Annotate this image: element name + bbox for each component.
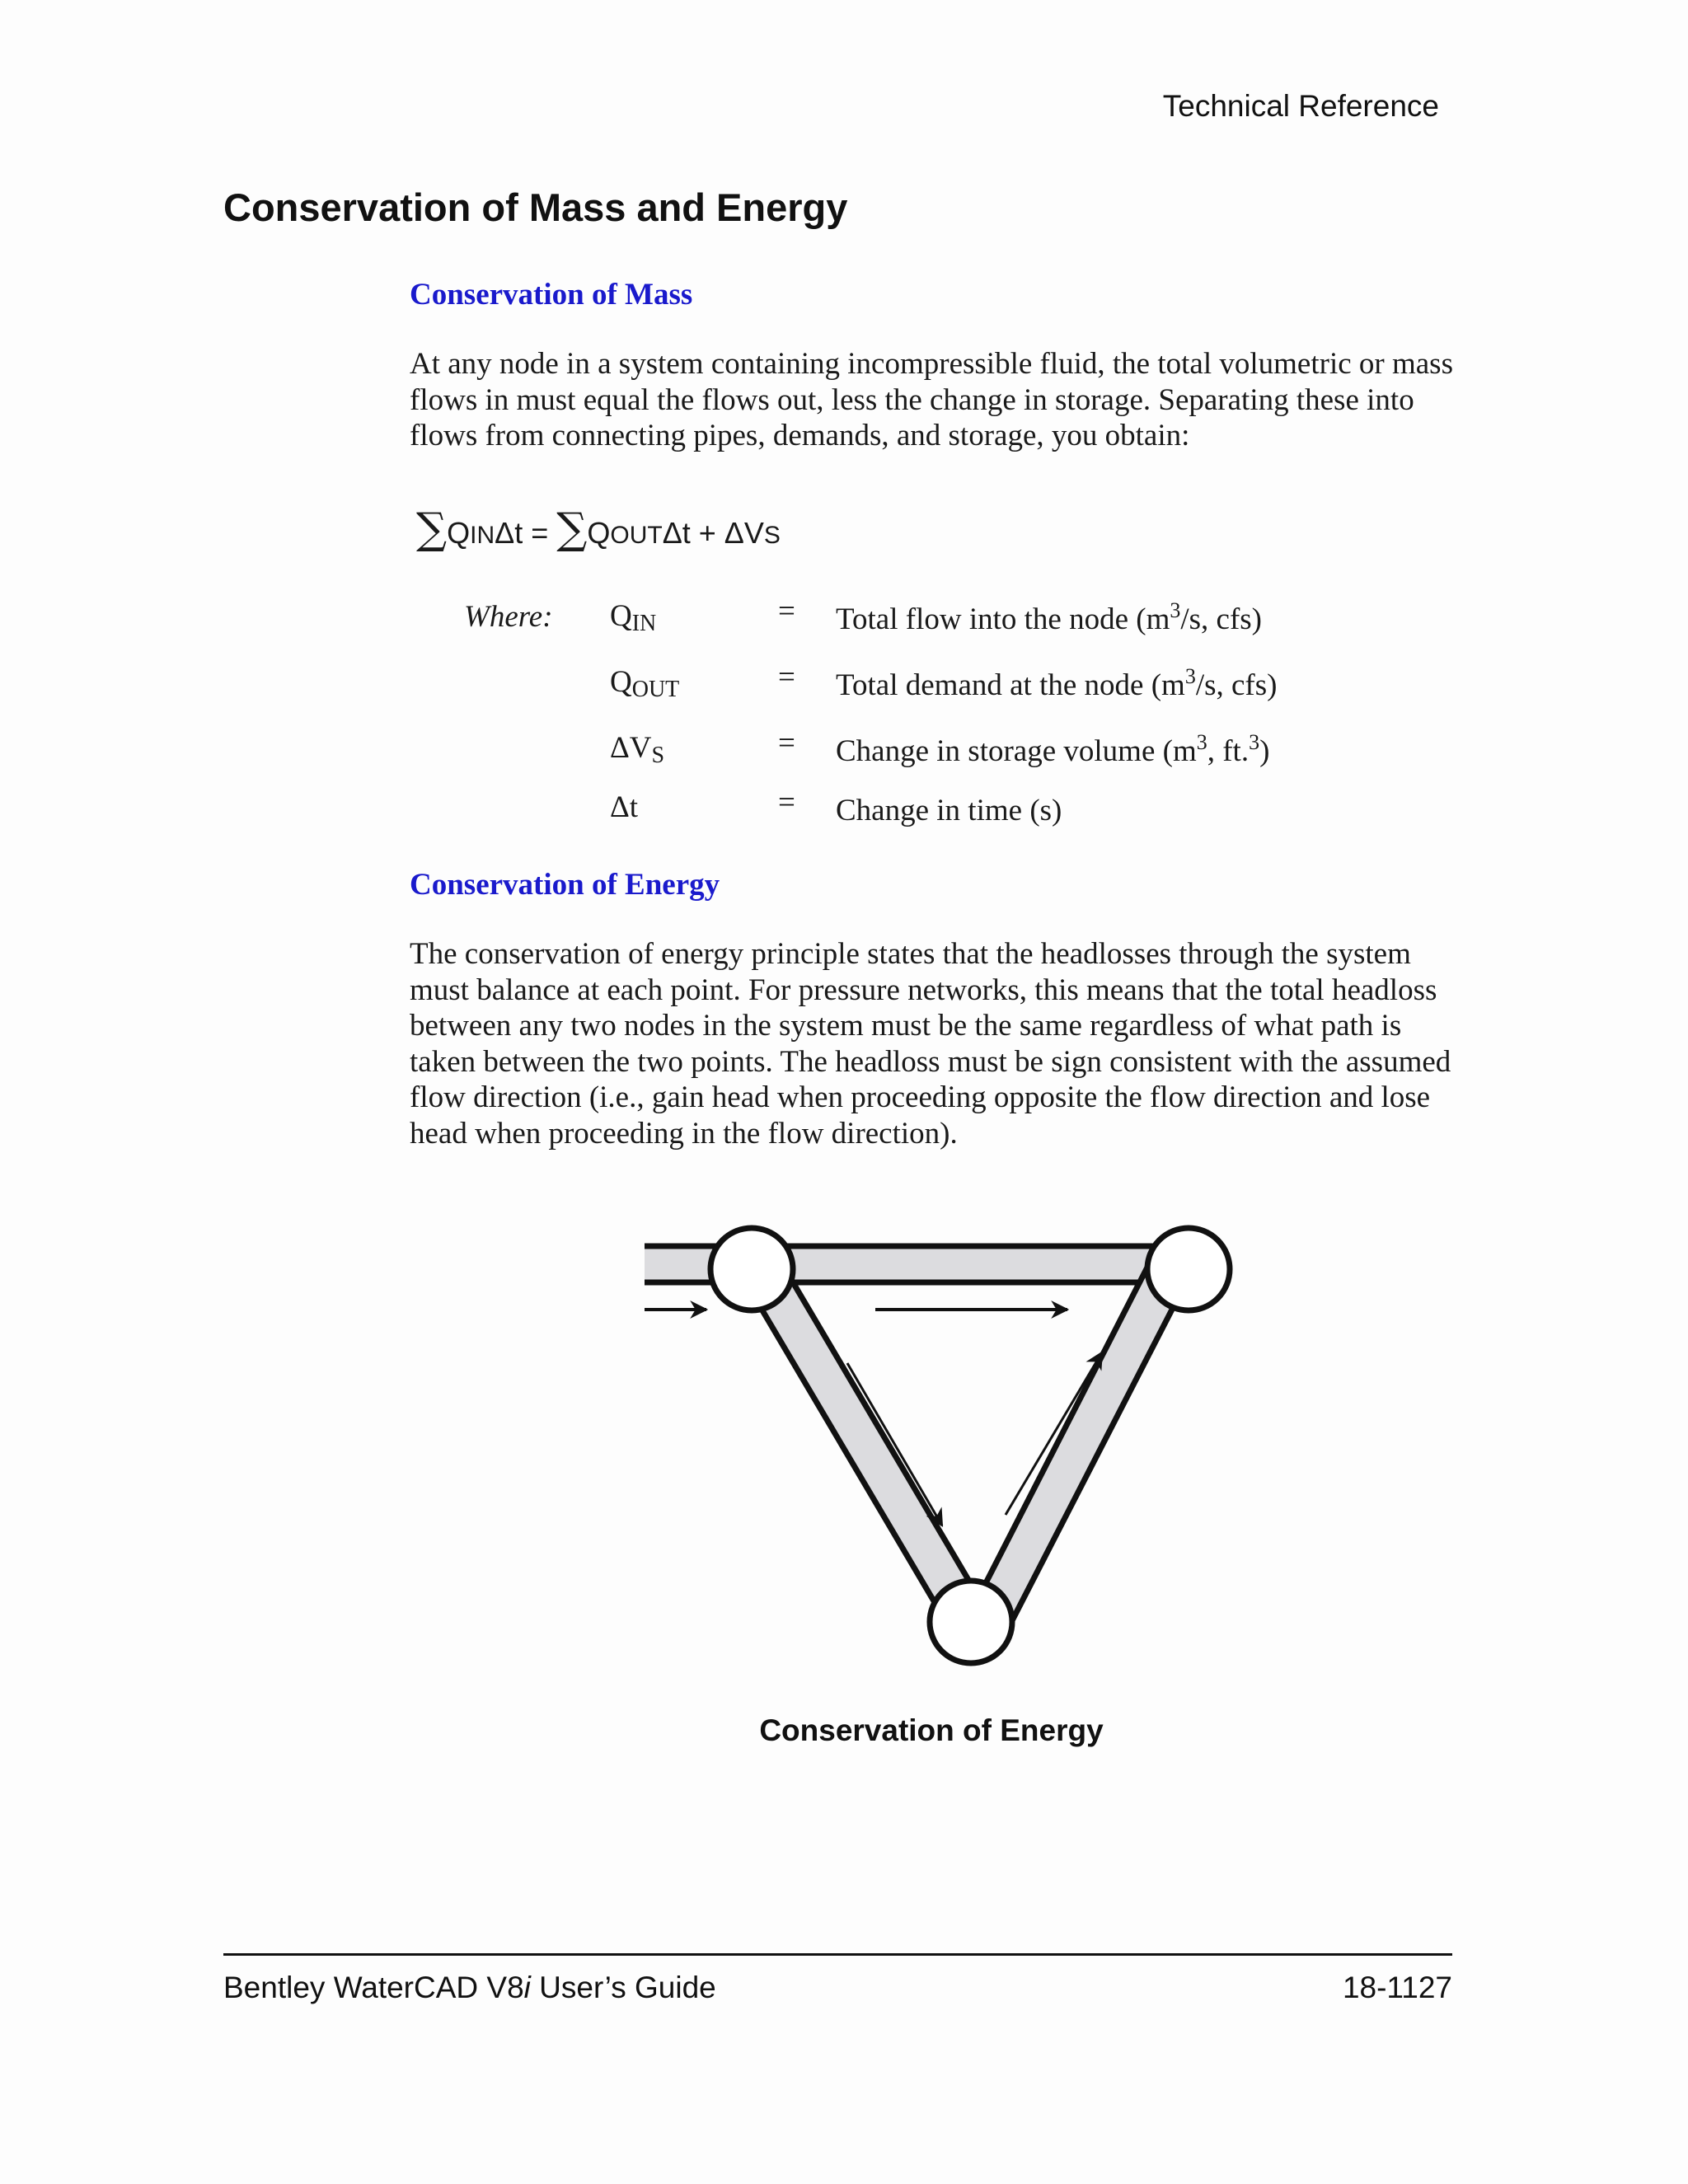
equation-term: Δt: [662, 516, 691, 550]
paragraph-line: flows in must equal the flows out, less the change in storage. Separating these into: [410, 382, 1414, 417]
equation-term: ΔV: [724, 516, 764, 550]
pipe-top: [752, 1246, 1189, 1282]
paragraph-line: At any node in a system containing incompressible fluid, the total volumetric or mass: [410, 347, 1453, 381]
footer-rule: [223, 1953, 1452, 1956]
paragraph-line: The conservation of energy principle states that the headlosses through the system: [410, 937, 1411, 971]
variable-equals: =: [778, 594, 795, 628]
variable-definition: Change in storage volume ($m^3$, ft.$^3$): [836, 730, 1270, 768]
variable-definition: Total demand at the node ($m^3/s$, cfs): [836, 664, 1278, 702]
page-number: 18-1127: [1342, 1971, 1452, 2004]
junction-node: [1147, 1228, 1230, 1310]
paragraph-line: head when proceeding in the flow direction).: [410, 1116, 958, 1151]
sum-symbol: ∑: [556, 504, 588, 554]
where-label: Where:: [464, 600, 553, 634]
variable-symbol: $Q_{OUT}$: [610, 665, 680, 702]
equation-term: Δt: [495, 516, 523, 550]
equation-term: Q: [587, 516, 611, 550]
paragraph-line: flow direction (i.e., gain head when proceeding opposite the flow direction and lose: [410, 1080, 1431, 1114]
variable-symbol: $\Delta V_S$: [610, 731, 665, 768]
sum-symbol: ∑: [416, 504, 448, 554]
paragraph-line: flows from connecting pipes, demands, and storage, you obtain:: [410, 419, 1190, 452]
variable-definition: Total flow into the node ($m^3/s$, cfs): [836, 598, 1263, 636]
junction-node: [930, 1581, 1012, 1663]
variable-equals: =: [778, 660, 795, 694]
variable-equals: =: [778, 785, 795, 819]
variable-definition: Change in time (s): [836, 794, 1062, 827]
junction-node: [710, 1228, 793, 1310]
equation-subscript: OUT: [610, 522, 663, 549]
paragraph-line: between any two nodes in the system must be the same regardless of what path is: [410, 1009, 1402, 1043]
running-header: Technical Reference: [1162, 89, 1439, 123]
paragraph-line: must balance at each point. For pressure networks, this means that the total headloss: [410, 972, 1437, 1007]
variable-symbol: $Q_{IN}$: [610, 599, 657, 636]
section-heading-energy: Conservation of Energy: [410, 868, 720, 902]
paragraph-line: taken between the two points. The headloss must be sign consistent with the assumed: [410, 1044, 1451, 1079]
equation-subscript: S: [763, 522, 781, 549]
section-heading-mass: Conservation of Mass: [410, 278, 693, 312]
equation-term: Q: [447, 516, 471, 550]
equation-operator: +: [698, 516, 716, 550]
page-title: Conservation of Mass and Energy: [223, 185, 848, 229]
footer-guide-name: Bentley WaterCAD V8i User’s Guide: [223, 1971, 716, 2004]
equation-subscript: IN: [470, 522, 495, 549]
figure-caption: Conservation of Energy: [759, 1713, 1104, 1747]
variable-symbol: Δt: [610, 790, 639, 824]
variable-equals: =: [778, 726, 795, 760]
equation-operator: =: [531, 516, 549, 550]
